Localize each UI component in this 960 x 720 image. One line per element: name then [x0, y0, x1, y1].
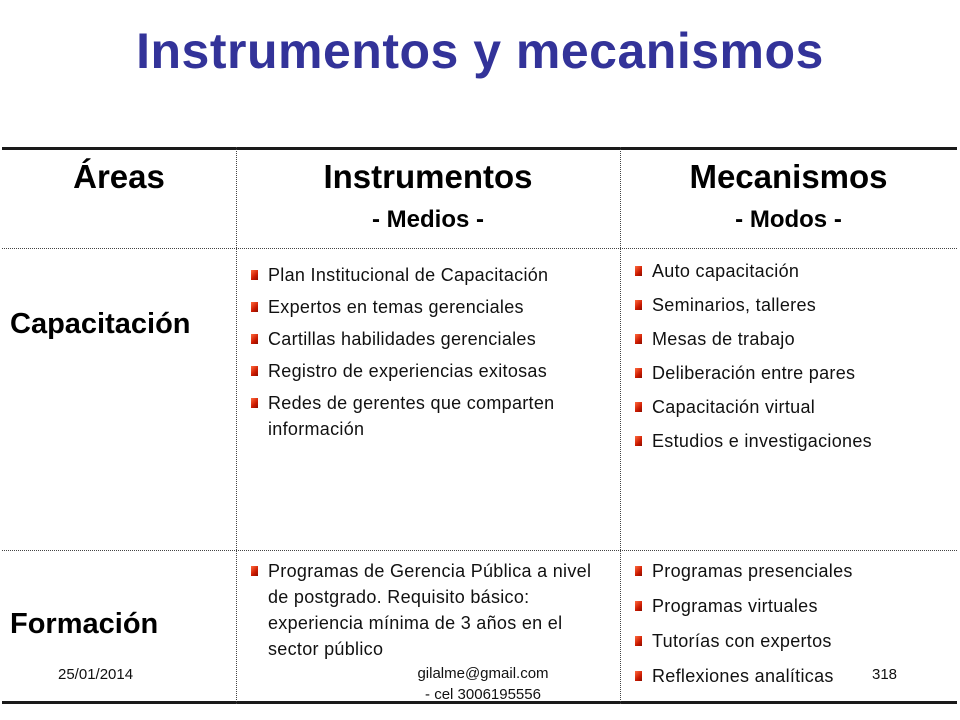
bullet-icon: [251, 334, 258, 344]
list-item: Programas de Gerencia Pública a nivel de postgrado. Requisito básico: experiencia mínima de 3 años en el sector público: [248, 558, 598, 662]
list-item: Tutorías con expertos: [632, 628, 952, 654]
header-mecanismos: Mecanismos - Modos -: [689, 158, 888, 233]
list-item: Seminarios, talleres: [632, 292, 952, 318]
list-item: Capacitación virtual: [632, 394, 952, 420]
row-divider: [2, 550, 957, 551]
instrumentos-list-capacitacion: [248, 262, 608, 448]
bullet-icon: [635, 636, 642, 646]
footer-date: 25/01/2014: [58, 666, 134, 683]
list-item: Programas presenciales: [632, 558, 952, 584]
bullet-icon: [251, 302, 258, 312]
list-item: Mesas de trabajo: [632, 326, 952, 352]
bullet-icon: [251, 270, 258, 280]
area-formacion: Formación: [10, 608, 159, 640]
bullet-icon: [251, 366, 258, 376]
bullet-icon: [251, 566, 258, 576]
bullet-icon: [635, 436, 642, 446]
header-instrumentos: Instrumentos - Medios -: [323, 158, 533, 233]
bullet-icon: [635, 334, 642, 344]
header-areas: Áreas: [73, 158, 165, 195]
bullet-icon: [635, 368, 642, 378]
list-item: Cartillas habilidades gerenciales: [248, 326, 608, 352]
bullet-icon: [635, 671, 642, 681]
list-item: Estudios e investigaciones: [632, 428, 952, 454]
footer-phone: - cel 3006195556: [425, 686, 541, 703]
slide-title: Instrumentos y mecanismos: [136, 23, 824, 79]
list-item: Expertos en temas gerenciales: [248, 294, 608, 320]
list-item: Redes de gerentes que comparten información: [248, 390, 608, 442]
bullet-icon: [635, 566, 642, 576]
list-item: Deliberación entre pares: [632, 360, 952, 386]
list-item: Reflexiones analíticas: [632, 663, 952, 689]
instrumentos-list-formacion: [248, 558, 598, 662]
bullet-icon: [635, 266, 642, 276]
footer-page-number: 318: [872, 666, 898, 683]
list-item: Auto capacitación: [632, 258, 952, 284]
footer-email: gilalme@gmail.com: [417, 665, 549, 682]
area-capacitacion: Capacitación: [10, 308, 191, 340]
bullet-icon: [251, 398, 258, 408]
mecanismos-list-capacitacion: [632, 258, 952, 462]
bullet-icon: [635, 402, 642, 412]
mecanismos-list-formacion: [632, 558, 952, 698]
list-item: Registro de experiencias exitosas: [248, 358, 608, 384]
bullet-icon: [635, 300, 642, 310]
row-divider: [2, 248, 957, 249]
list-item: Programas virtuales: [632, 593, 952, 619]
list-item: Plan Institucional de Capacitación: [248, 262, 608, 288]
bullet-icon: [635, 601, 642, 611]
